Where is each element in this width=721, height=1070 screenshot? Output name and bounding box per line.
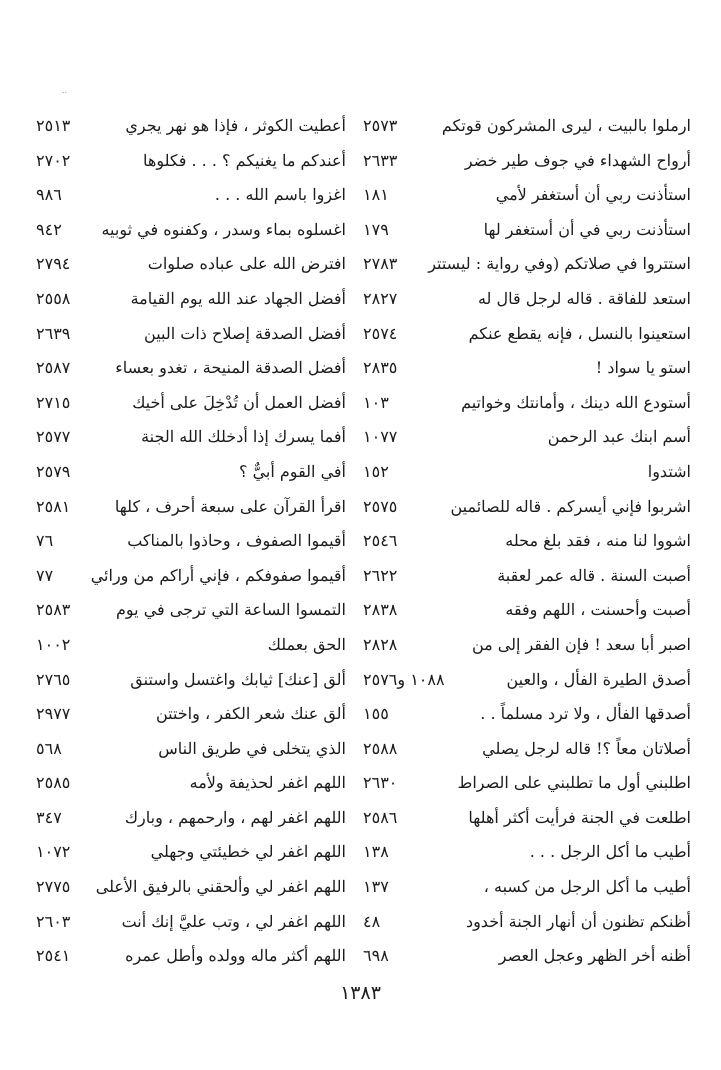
hadith-number: ٢٦٠٣ bbox=[36, 911, 71, 931]
hadith-number: ٢٥٧٧ bbox=[36, 427, 71, 447]
hadith-incipit: أفضل العمل أن تُدْخِلَ على أخيك bbox=[132, 392, 346, 412]
index-entry bbox=[361, 908, 691, 943]
index-entry bbox=[36, 320, 346, 355]
index-entry bbox=[361, 320, 691, 355]
hadith-number: ٢٧٦٥ bbox=[36, 669, 71, 689]
hadith-incipit: اللهم اغفر لهم ، وارحمهم ، وبارك bbox=[124, 807, 346, 827]
hadith-number: ٦٩٨ bbox=[363, 946, 389, 966]
hadith-number: ٢٨٢٧ bbox=[363, 288, 398, 308]
hadith-incipit: أصدق الطيرة الفأل ، والعين bbox=[506, 669, 691, 689]
index-entry bbox=[36, 493, 346, 528]
hadith-incipit: أصدقها الفأل ، ولا ترد مسلماً . . bbox=[480, 704, 691, 724]
page-number: ١٣٨٣ bbox=[340, 982, 381, 1004]
hadith-incipit: اقرأ القرآن على سبعة أحرف ، كلها bbox=[114, 496, 346, 516]
hadith-incipit: أعندكم ما يغنيكم ؟ . . . فكلوها bbox=[143, 150, 346, 170]
index-entry bbox=[361, 562, 691, 597]
index-entry bbox=[361, 700, 691, 735]
hadith-number: ٩٤٢ bbox=[36, 219, 62, 239]
hadith-incipit: استأذنت ربي أن أستغفر لأمي bbox=[495, 185, 691, 205]
index-entry bbox=[36, 873, 346, 908]
index-entry bbox=[36, 423, 346, 458]
hadith-number: ٢٨٢٨ bbox=[363, 634, 398, 654]
hadith-incipit: أعطيت الكوثر ، فإذا هو نهر يجري bbox=[125, 116, 346, 135]
corner-mark: .. bbox=[62, 86, 68, 95]
hadith-incipit: أطيب ما أكل الرجل . . . bbox=[529, 842, 691, 862]
hadith-number: ١٨١ bbox=[363, 185, 389, 205]
hadith-incipit: أظنه أخر الظهر وعجل العصر bbox=[498, 946, 691, 966]
index-entry bbox=[361, 769, 691, 804]
index-entry bbox=[361, 631, 691, 666]
hadith-incipit: اشتدوا bbox=[647, 461, 691, 481]
index-entry bbox=[36, 147, 346, 182]
index-entry bbox=[361, 354, 691, 389]
hadith-number: ٩٨٦ bbox=[36, 185, 62, 205]
hadith-number: ٢٥٤٦ bbox=[363, 531, 398, 551]
hadith-number: ٢٥٤١ bbox=[36, 946, 71, 966]
hadith-number: ٢٦٣٩ bbox=[36, 323, 71, 343]
hadith-incipit: استعد للفاقة . قاله لرجل قال له bbox=[477, 288, 691, 308]
hadith-incipit: أصبت السنة . قاله عمر لعقبة bbox=[497, 565, 691, 585]
hadith-incipit: اللهم اغفر لي خطيئتي وجهلي bbox=[150, 842, 346, 862]
hadith-number: ٢٥٨٨ bbox=[363, 738, 398, 758]
hadith-number: ٢٥٧٩ bbox=[36, 461, 71, 481]
index-entry bbox=[36, 458, 346, 493]
hadith-number: ١٠٧٢ bbox=[36, 842, 71, 862]
hadith-number: ٢٩٧٧ bbox=[36, 704, 71, 724]
hadith-number: ٢٥٨٣ bbox=[36, 600, 71, 620]
index-entry bbox=[36, 838, 346, 873]
hadith-incipit: افترض الله على عباده صلوات bbox=[147, 254, 346, 274]
index-entry bbox=[36, 216, 346, 251]
hadith-incipit: أستودع الله دينك ، وأمانتك وخواتيم bbox=[461, 392, 691, 412]
index-entry bbox=[36, 181, 346, 216]
hadith-number: ٢٥٥٨ bbox=[36, 288, 71, 308]
hadith-number: ٤٨ bbox=[363, 911, 381, 931]
hadith-number: ٢٧٧٥ bbox=[36, 877, 71, 897]
index-entry bbox=[36, 389, 346, 424]
index-entry bbox=[361, 527, 691, 562]
hadith-incipit: أرواح الشهداء في جوف طير خضر bbox=[464, 150, 691, 170]
index-entry bbox=[361, 423, 691, 458]
hadith-incipit: اللهم اغفر لي وألحقني بالرفيق الأعلى bbox=[95, 877, 346, 897]
index-entry bbox=[36, 562, 346, 597]
hadith-incipit: أفضل الصدقة إصلاح ذات البين bbox=[144, 323, 346, 343]
hadith-number: ١٥٥ bbox=[363, 704, 389, 724]
index-entry bbox=[36, 908, 346, 943]
hadith-number: ٢٥٨٦ bbox=[363, 807, 398, 827]
hadith-number: ٢٦٣٠ bbox=[363, 773, 398, 793]
hadith-incipit: اغسلوه بماء وسدر ، وكفنوه في ثوبيه bbox=[101, 219, 346, 239]
hadith-number: ٢٥٧٤ bbox=[363, 323, 398, 343]
hadith-number: ٢٧٨٣ bbox=[363, 254, 398, 274]
index-entry bbox=[36, 631, 346, 666]
index-entry bbox=[36, 285, 346, 320]
index-entry bbox=[361, 838, 691, 873]
hadith-number: ٢٨٣٨ bbox=[363, 600, 398, 620]
hadith-number: ١٠٨٨ و٢٥٧٦ bbox=[363, 669, 445, 689]
hadith-number: ١٠٧٧ bbox=[363, 427, 398, 447]
hadith-incipit: أطيب ما أكل الرجل من كسبه ، bbox=[483, 877, 691, 897]
hadith-incipit: اغزوا باسم الله . . . bbox=[214, 185, 346, 205]
hadith-incipit: اشربوا فإني أيسركم . قاله للصائمين bbox=[450, 496, 691, 516]
index-entry bbox=[361, 112, 691, 147]
hadith-number: ٢٥٧٥ bbox=[363, 496, 398, 516]
hadith-incipit: أفضل الجهاد عند الله يوم القيامة bbox=[130, 288, 346, 308]
index-entry bbox=[361, 181, 691, 216]
index-entry bbox=[36, 596, 346, 631]
index-entry bbox=[361, 216, 691, 251]
hadith-incipit: ارملوا بالبيت ، ليرى المشركون قوتكم bbox=[441, 116, 691, 135]
index-entry bbox=[36, 769, 346, 804]
hadith-incipit: ألق [عنك] ثيابك واغتسل واستنق bbox=[130, 669, 346, 689]
hadith-incipit: اطلعت في الجنة فرأيت أكثر أهلها bbox=[468, 807, 691, 827]
hadith-number: ١٠٣ bbox=[363, 392, 389, 412]
hadith-number: ٢٥٨٥ bbox=[36, 773, 71, 793]
index-entry bbox=[36, 527, 346, 562]
hadith-number: ١٧٩ bbox=[363, 219, 389, 239]
hadith-number: ٢٥٧٣ bbox=[363, 116, 398, 135]
index-column-left bbox=[36, 112, 346, 977]
hadith-incipit: أصبت وأحسنت ، اللهم وفقه bbox=[505, 600, 691, 620]
index-entry bbox=[36, 666, 346, 701]
hadith-incipit: استو يا سواد ! bbox=[595, 358, 691, 378]
hadith-incipit: أفما يسرك إذا أدخلك الله الجنة bbox=[141, 427, 346, 447]
hadith-incipit: اللهم اغفر لحذيفة ولأمه bbox=[189, 773, 346, 793]
hadith-incipit: اللهم اغفر لي ، وتب عليَّ إنك أنت bbox=[121, 911, 346, 931]
index-entry bbox=[361, 458, 691, 493]
hadith-number: ٢٥٨١ bbox=[36, 496, 71, 516]
index-entry bbox=[361, 389, 691, 424]
hadith-incipit: استأذنت ربي في أن أستغفر لها bbox=[483, 219, 691, 239]
index-entry bbox=[361, 250, 691, 285]
hadith-number: ٢٧١٥ bbox=[36, 392, 71, 412]
hadith-number: ٢٦٣٣ bbox=[363, 150, 398, 170]
index-entry bbox=[36, 942, 346, 977]
hadith-number: ١٠٠٢ bbox=[36, 634, 71, 654]
index-entry bbox=[36, 112, 346, 147]
hadith-number: ٥٦٨ bbox=[36, 738, 62, 758]
hadith-incipit: استعينوا بالنسل ، فإنه يقطع عنكم bbox=[468, 323, 691, 343]
hadith-incipit: الذي يتخلى في طريق الناس bbox=[158, 738, 346, 758]
hadith-incipit: التمسوا الساعة التي ترجى في يوم bbox=[115, 600, 346, 620]
hadith-incipit: أفضل الصدقة المنيحة ، تغدو بعساء bbox=[115, 358, 346, 378]
hadith-number: ٣٤٧ bbox=[36, 807, 62, 827]
hadith-incipit: الحق بعملك bbox=[267, 634, 346, 654]
hadith-number: ٧٦ bbox=[36, 531, 54, 551]
index-entry bbox=[361, 285, 691, 320]
hadith-number: ٢٥٨٧ bbox=[36, 358, 71, 378]
hadith-incipit: اطلبني أول ما تطلبني على الصراط bbox=[457, 773, 691, 793]
hadith-number: ٢٧٠٢ bbox=[36, 150, 71, 170]
index-entry bbox=[361, 147, 691, 182]
hadith-number: ١٣٧ bbox=[363, 877, 389, 897]
hadith-incipit: أقيموا الصفوف ، وحاذوا بالمناكب bbox=[127, 531, 346, 551]
index-entry bbox=[361, 873, 691, 908]
hadith-incipit: أفي القوم أبيٌّ ؟ bbox=[239, 461, 346, 481]
index-entry bbox=[36, 250, 346, 285]
index-entry bbox=[361, 596, 691, 631]
hadith-number: ٢٦٢٢ bbox=[363, 565, 398, 585]
index-entry bbox=[361, 804, 691, 839]
hadith-number: ٢٨٣٥ bbox=[363, 358, 398, 378]
index-entry bbox=[361, 493, 691, 528]
hadith-incipit: اصبر أبا سعد ! فإن الفقر إلى من bbox=[471, 634, 691, 654]
hadith-incipit: أسم ابنك عبد الرحمن bbox=[547, 427, 691, 447]
hadith-incipit: اشووا لنا منه ، فقد بلغ محله bbox=[505, 531, 691, 551]
index-entry bbox=[361, 942, 691, 977]
hadith-incipit: اللهم أكثر ماله وولده وأطل عمره bbox=[125, 946, 346, 966]
index-entry bbox=[361, 735, 691, 770]
hadith-incipit: أقيموا صفوفكم ، فإني أراكم من ورائي bbox=[90, 565, 346, 585]
index-entry bbox=[36, 354, 346, 389]
hadith-incipit: أصلاتان معاً ؟! قاله لرجل يصلي bbox=[482, 738, 691, 758]
hadith-incipit: استتروا في صلاتكم (وفي رواية : ليستتر bbox=[428, 254, 691, 274]
index-entry bbox=[361, 666, 691, 701]
hadith-incipit: أظنكم تظنون أن أنهار الجنة أخدود bbox=[465, 911, 691, 931]
hadith-number: ٢٧٩٤ bbox=[36, 254, 71, 274]
index-entry bbox=[36, 700, 346, 735]
index-column-right bbox=[361, 112, 691, 977]
hadith-incipit: ألق عنك شعر الكفر ، واختتن bbox=[155, 704, 346, 724]
hadith-number: ٢٥١٣ bbox=[36, 116, 71, 135]
index-entry bbox=[36, 804, 346, 839]
hadith-number: ١٣٨ bbox=[363, 842, 389, 862]
hadith-number: ١٥٢ bbox=[363, 461, 389, 481]
hadith-number: ٧٧ bbox=[36, 565, 54, 585]
index-entry bbox=[36, 735, 346, 770]
